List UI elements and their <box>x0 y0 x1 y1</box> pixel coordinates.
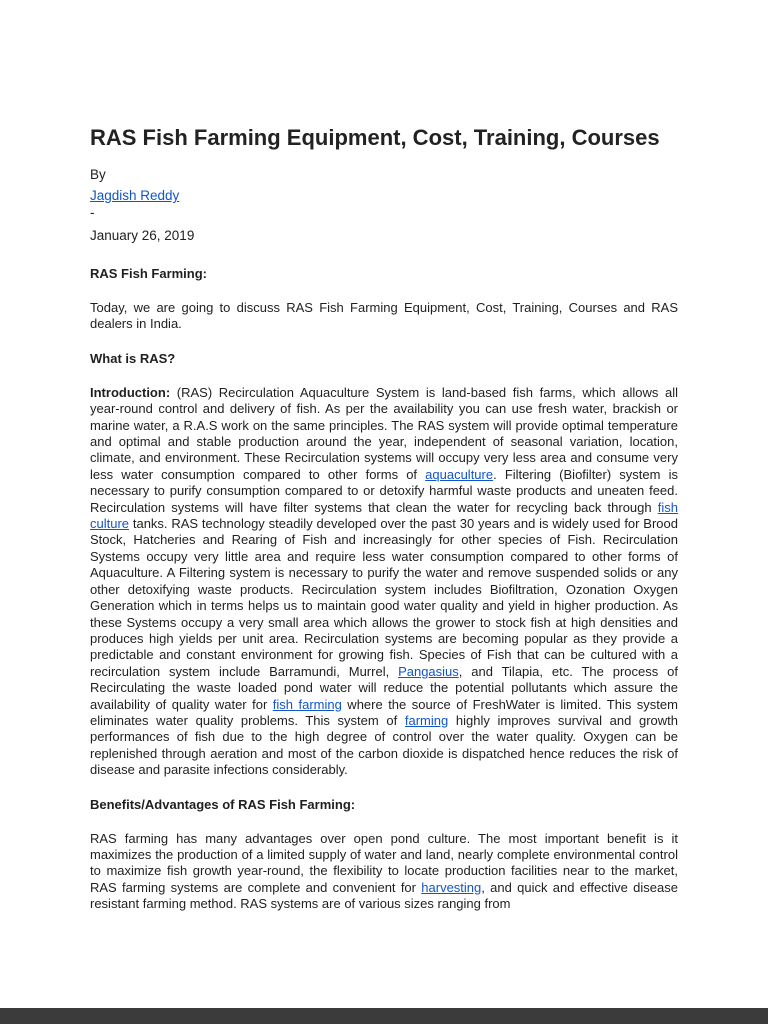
section-heading-what-is-ras: What is RAS? <box>90 350 176 366</box>
intro-text-3: tanks. RAS technology steadily developed over the past 30 years and is widely used for Brood Stock, Hatcheries and Rearing of Fish and increasingly for other species of Fish. Recirculation Systems occupy very little area and require less water consumption compared to other forms of Aquaculture. A Filtering system is necessary to purify the water and remove suspended solids or any other detoxifying waste products. Recirculation system includes Biofiltration, Ozonation Oxygen Generation which in terms helps us to maintain good water quality and yield in higher production. As these Systems occupy a very small area which allows the grower to stock fish at high densities and produces high yields per unit area. Recirculation systems are becoming popular as they provide a predictable and constant environment for growing fish. Species of Fish that can be cultured with a recirculation system include Barramundi, Murrel, <box>90 516 678 679</box>
intro-text-2: . Filtering (Biofilter) system is necessary to purify consumption compared to or detoxify harmful waste products and uneaten feed. Recirculation systems will have filter systems that clean the water for recycling back through <box>90 466 678 515</box>
link-pangasius[interactable]: Pangasius <box>398 663 459 679</box>
intro-text-6: highly improves survival and growth performances of fish due to the high degree of control over the water quality. Oxygen can be replenished through aeration and most of the carbon dioxide is dispatched hence reduces the risk of disease and parasite infections considerably. <box>90 712 678 778</box>
paragraph-introduction <box>90 385 678 779</box>
author-link[interactable]: Jagdish Reddy <box>90 188 180 203</box>
intro-text-4: , and Tilapia, etc. The process of Recirculating the waste loaded pond water will reduce the potential pollutants which assure the availability of quality water for <box>90 663 678 712</box>
benefits-text-2: , and quick and effective disease resistant farming method. RAS systems are of various sizes ranging from <box>90 879 678 912</box>
section-heading-ras-fish-farming: RAS Fish Farming: <box>90 266 208 281</box>
paragraph-intro-discussion: Today, we are going to discuss RAS Fish Farming Equipment, Cost, Training, Courses and RAS dealers in India. <box>90 300 678 332</box>
link-aquaculture[interactable]: aquaculture <box>425 466 494 482</box>
viewer-bottom-strip <box>0 1008 768 1024</box>
intro-text-1: (RAS) Recirculation Aquaculture System is land-based fish farms, which allows all year-round control and delivery of fish. As per the availability you can use fresh water, brackish or marine water, a R.A.S work on the same principles. The RAS system will provide optimal temperature and optimal and stable production around the year, independent of seasonal variation, location, climate, and environment. These Recirculation systems will occupy very less area and consume very less water consumption compared to other forms of <box>90 384 678 482</box>
link-fish-farming[interactable]: fish farming <box>272 696 342 712</box>
paragraph-benefits <box>90 831 678 913</box>
byline-separator: - <box>90 205 95 220</box>
benefits-text-1: RAS farming has many advantages over open pond culture. The most important benefit is it maximizes the production of a limited supply of water and land, nearly complete environmental control to maximize fish growth year-round, the flexibility to locate production facilities near to the market, RAS farming systems are complete and convenient for <box>90 830 678 895</box>
article-title: RAS Fish Farming Equipment, Cost, Training, Courses <box>90 125 660 150</box>
link-farming[interactable]: farming <box>404 712 449 728</box>
section-heading-benefits: Benefits/Advantages of RAS Fish Farming: <box>90 796 356 812</box>
link-fish-culture[interactable]: fish culture <box>90 499 678 532</box>
introduction-label: Introduction: <box>90 384 171 400</box>
link-harvesting[interactable]: harvesting <box>421 879 482 895</box>
intro-text-5: where the source of FreshWater is limited. This system eliminates water quality problems. This system of <box>90 696 678 728</box>
byline-label: By <box>90 167 106 182</box>
publish-date: January 26, 2019 <box>90 228 195 243</box>
